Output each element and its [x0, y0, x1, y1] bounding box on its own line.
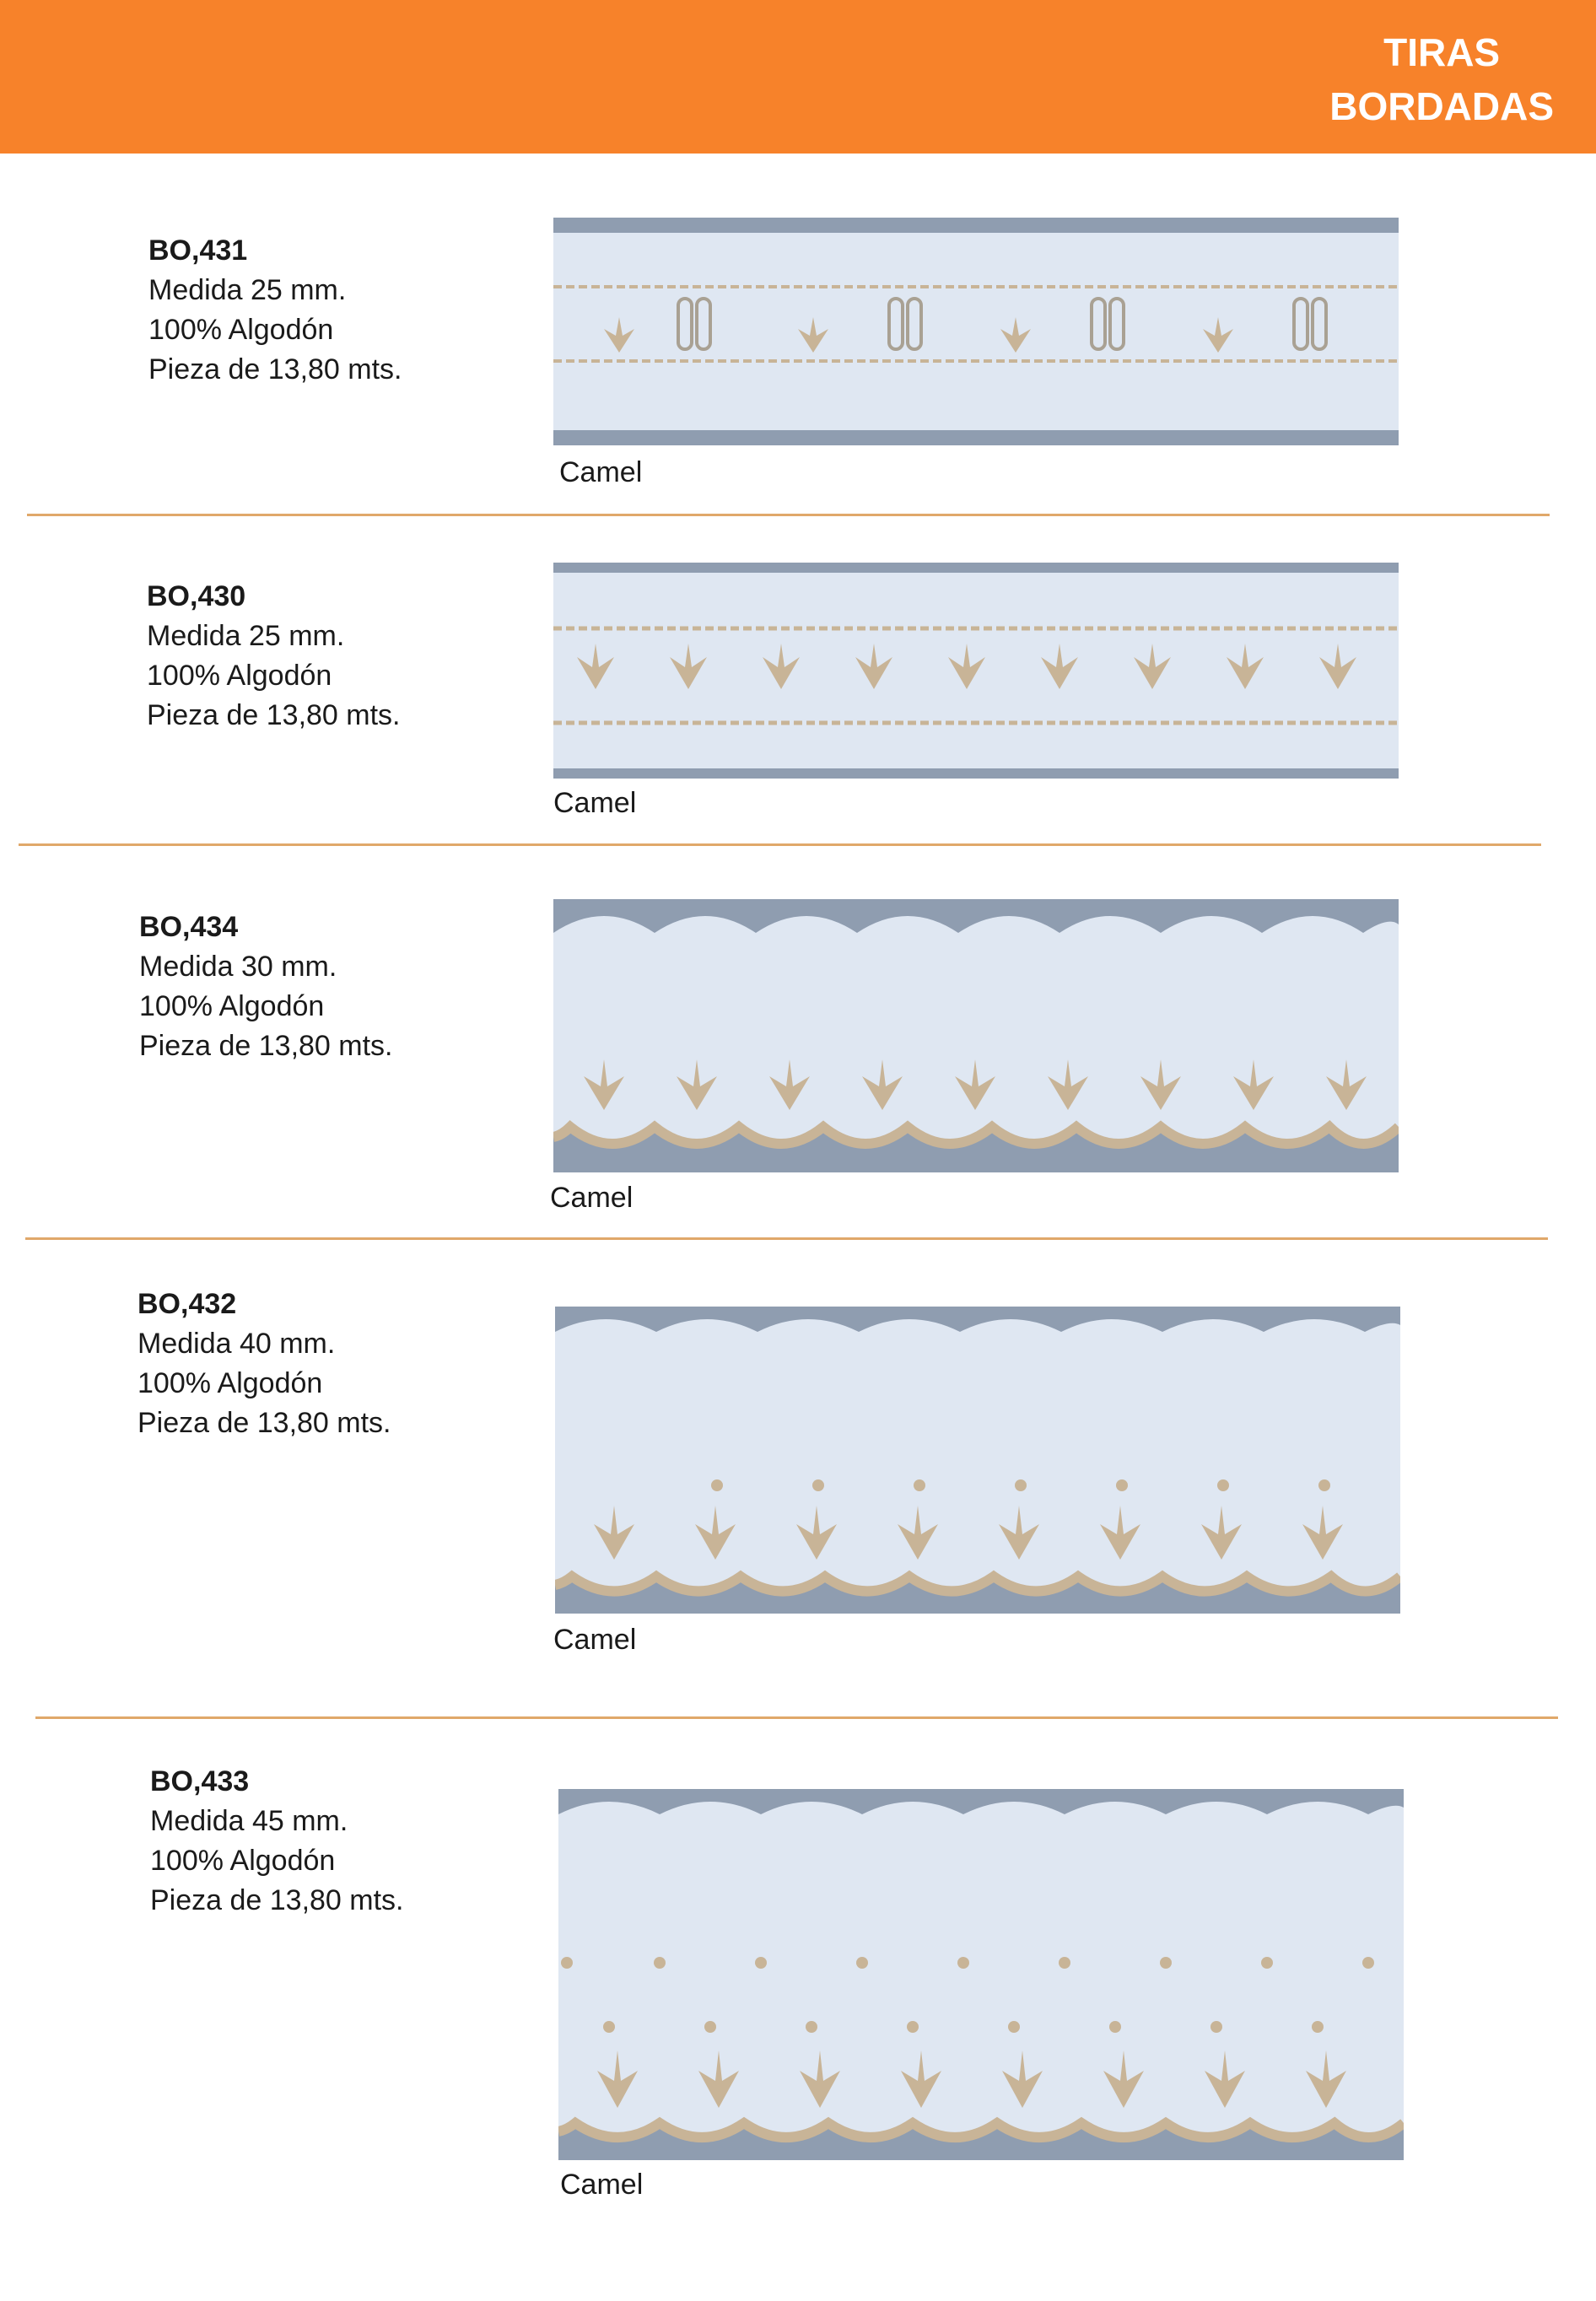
- section-divider: [35, 1716, 1558, 1719]
- product-color-label: Camel: [550, 1182, 634, 1214]
- page-title: [1329, 25, 1554, 133]
- section-divider: [27, 514, 1550, 516]
- product-size: Medida 30 mm.: [139, 951, 337, 983]
- product-swatch-image-bo432: [555, 1307, 1400, 1614]
- product-color-label: Camel: [553, 787, 637, 819]
- product-code: BO,430: [147, 580, 246, 612]
- product-code: BO,434: [139, 911, 239, 943]
- product-color-label: Camel: [553, 1624, 637, 1656]
- product-swatch-image-bo431: [553, 218, 1399, 445]
- product-swatch-image-bo434: [553, 899, 1399, 1172]
- page-title-line-1: TIRAS: [1383, 30, 1501, 74]
- section-divider: [25, 1237, 1548, 1240]
- product-size: Medida 25 mm.: [148, 274, 347, 306]
- product-size: Medida 40 mm.: [137, 1328, 336, 1360]
- product-swatch-image-bo430: [553, 563, 1399, 779]
- product-code: BO,433: [150, 1765, 250, 1797]
- product-size: Medida 25 mm.: [147, 620, 345, 652]
- product-code: BO,432: [137, 1288, 237, 1320]
- product-piece-length: Pieza de 13,80 mts.: [139, 1030, 393, 1062]
- product-code: BO,431: [148, 234, 248, 267]
- product-piece-length: Pieza de 13,80 mts.: [148, 353, 402, 385]
- product-info-bo434: [139, 908, 393, 1066]
- product-piece-length: Pieza de 13,80 mts.: [137, 1407, 391, 1439]
- product-color-label: Camel: [559, 456, 643, 488]
- product-piece-length: Pieza de 13,80 mts.: [147, 699, 401, 731]
- product-material: 100% Algodón: [139, 990, 325, 1022]
- page-title-line-2: BORDADAS: [1329, 84, 1554, 128]
- product-material: 100% Algodón: [148, 314, 334, 346]
- product-material: 100% Algodón: [137, 1367, 323, 1399]
- section-divider: [19, 843, 1541, 846]
- product-swatch-image-bo433: [558, 1789, 1404, 2160]
- product-material: 100% Algodón: [150, 1845, 336, 1877]
- product-size: Medida 45 mm.: [150, 1805, 348, 1837]
- product-color-label: Camel: [560, 2169, 644, 2201]
- product-piece-length: Pieza de 13,80 mts.: [150, 1884, 404, 1916]
- product-info-bo430: [147, 577, 401, 736]
- product-material: 100% Algodón: [147, 660, 332, 692]
- product-info-bo433: [150, 1762, 404, 1921]
- product-info-bo432: [137, 1285, 391, 1443]
- page-header: [0, 0, 1596, 154]
- product-info-bo431: [148, 231, 402, 390]
